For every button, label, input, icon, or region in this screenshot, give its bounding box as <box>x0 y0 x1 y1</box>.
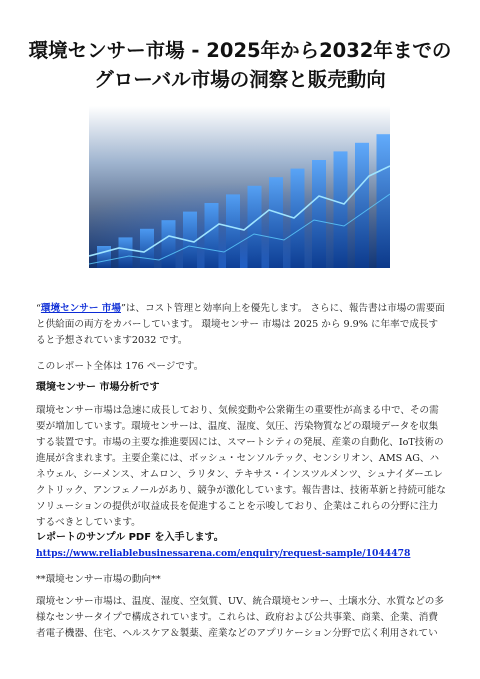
hero-bar <box>334 151 348 268</box>
market-link[interactable]: 環境センサー 市場 <box>40 303 121 314</box>
hero-bar <box>377 134 391 268</box>
analysis-paragraph: 環境センサー市場は急速に成長しており、気候変動や公衆衛生の重要性が高まる中で、その需要が増加しています。環境センサーは、温度、湿度、気圧、汚染物質などの環境データを収集する装置です。市場の主要な推進要因には、スマートシティの発展、産業の自動化、IoT技術の進展が含まれます。主要企業には、ボッシュ・センソルテック、センシリオン、AMS AG、ハネウェル、シーメンス、オムロン、ラリタン、テキサス・インスツルメンツ、シュナイダーエレクトリック、アンフェノールがあり、競争が激化しています。報告書は、技術革新と持続可能なソリューションの提供が収益成長を促進することを示唆しており、企業はこれらの分野に注力するべきとしています。 <box>36 405 446 528</box>
hero-bar <box>119 237 133 268</box>
hero-bar <box>226 194 240 268</box>
hero-bar <box>312 160 326 268</box>
hero-bar <box>140 229 154 268</box>
hero-chart-image <box>89 106 390 268</box>
sample-request-link[interactable]: https://www.reliablebusinessarena.com/enquiry/request-sample/1044478 <box>36 548 411 559</box>
analysis-heading: 環境センサー 市場分析です <box>36 382 160 393</box>
sample-heading: レポートのサンプル PDF を入手します。 https://www.reliablebusinessarena.com/enquiry/request-sample/1044478 <box>36 532 411 559</box>
trends-heading: **環境センサー市場の動向** <box>36 574 161 585</box>
hero-bar <box>248 186 262 268</box>
trends-paragraph: 環境センサー市場は、温度、湿度、空気質、UV、統合環境センサー、土壌水分、水質などの多様なセンサータイプで構成されています。これらは、政府および公共事業、商業、企業、消費者電子機器、住宅、ヘルスケア＆製薬、産業などのアプリケーション分野で広く利用されてい <box>36 596 444 639</box>
hero-bar <box>97 246 111 268</box>
intro-paragraph: “環境センサー 市場”は、コスト管理と効率向上を優先します。 さらに、報告書は市場の需要面と供給面の両方をカバーしています。 環境センサー 市場は 2025 から 9.9% に年率で成長すると予想されています2032 です。 <box>36 303 445 346</box>
page-count-text: このレポート全体は 176 ページです。 <box>36 361 204 372</box>
hero-bar <box>355 143 369 268</box>
hero-bar <box>162 220 176 268</box>
hero-bar <box>269 177 283 268</box>
page-title: 環境センサー市場 - 2025年から2032年までのグローバル市場の洞察と販売動向 <box>28 39 452 91</box>
hero-bar <box>205 203 219 268</box>
